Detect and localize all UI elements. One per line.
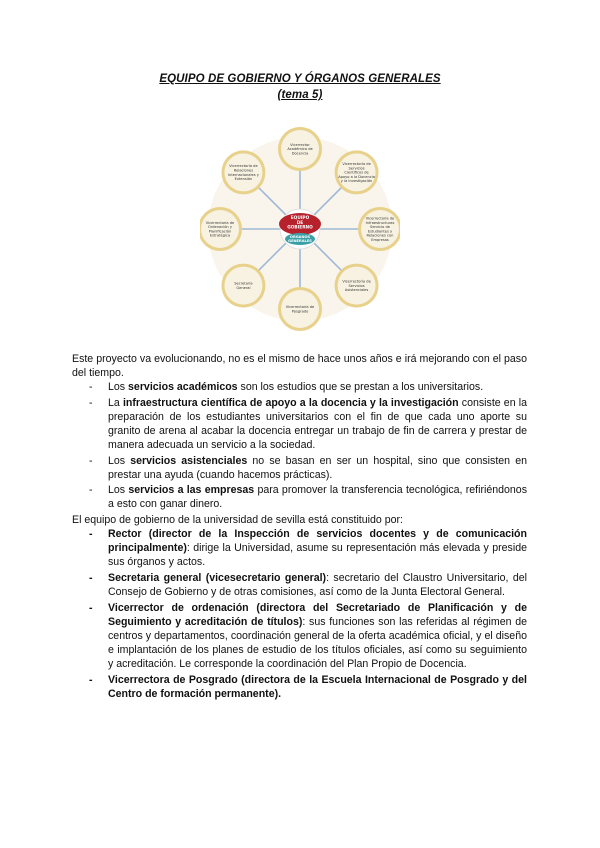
- node-label: Vicerrector: [290, 142, 310, 147]
- diagram-node: [278, 287, 322, 331]
- diagram-node: [200, 207, 242, 251]
- node-label: Vicerrectoría de: [365, 216, 395, 221]
- node-label: Vicerrectoría de: [205, 220, 235, 225]
- intro-paragraph: Este proyecto va evolucionando, no es el mismo de hace unos años e irá mejorando con el paso del tiempo.: [72, 353, 527, 380]
- list-item: - Los servicios a las empresas para promover la transferencia tecnológica, refiriéndonos a esto con ganar dinero.: [89, 484, 527, 511]
- diagram-node: [221, 264, 265, 308]
- diagram-node: [335, 264, 379, 308]
- node-label: Relaciones: [233, 168, 254, 173]
- node-label: Servicios: [348, 166, 365, 171]
- services-list: [72, 380, 527, 511]
- node-label: Ordenación y: [208, 225, 232, 230]
- list-item: - La infraestructura científica de apoyo a la docencia y la investigación consiste en la preparación de los estudiantes universitarios con el fin de que cada uno aporte su granito de arena al acabar la docencia entregar un trabajo de fin de carrera y prestar de manera adecuada un servicio a la sociedad.: [89, 396, 527, 452]
- body-text: [72, 352, 527, 702]
- list-item: - Vicerrectora de Posgrado (directora de la Escuela Internacional de Posgrado y del Centro de formación permanente).: [89, 673, 527, 700]
- page-subtitle: (tema 5): [277, 89, 323, 101]
- node-label: Científicos de: [344, 170, 369, 175]
- org-diagram: [200, 118, 400, 340]
- node-label: Vicerrectoría de: [342, 162, 371, 167]
- list-item: - Los servicios académicos son los estudios que se prestan a los universitarios.: [89, 381, 484, 394]
- node-label: Académico de: [287, 147, 313, 152]
- list-item: - Rector (director de la Inspección de servicios docentes y de comunicación principalmente): dirige la Universidad, asume su representación más elevada y preside sus órganos y actos.: [89, 528, 527, 569]
- government-team-sentence: El equipo de gobierno de la universidad de sevilla está constituido por:: [72, 514, 403, 527]
- node-label: Internacionales y: [228, 172, 259, 177]
- node-label: Empresas: [371, 237, 389, 242]
- diagram-node: [335, 150, 379, 194]
- node-label: Vicerrectoría de: [342, 279, 371, 284]
- node-label: Posgrado: [291, 309, 309, 314]
- diagram-node: [358, 207, 400, 251]
- node-label: Relaciones con: [366, 233, 394, 238]
- center-sublabel: GENERALES: [288, 239, 312, 244]
- page-title: EQUIPO DE GOBIERNO Y ÓRGANOS GENERALES: [159, 73, 441, 85]
- node-label: Servicio de: [370, 225, 390, 230]
- node-label: Servicios: [348, 283, 365, 288]
- node-label: Asistenciales: [344, 288, 369, 293]
- node-label: Extensión: [234, 177, 253, 182]
- node-label: Estratégica: [209, 233, 231, 238]
- list-item: - Vicerrector de ordenación (directora del Secretariado de Planificación y de Seguimiento y acreditación de títulos): sus funciones son las referidas al régimen de centros y departamentos, coordinación general de la oferta académica oficial, y el diseño e implantación de los planes de estudio de los títulos oficiales, así como su seguimiento y acreditación. Le corresponde la coordinación del Plan Propio de Docencia.: [89, 601, 528, 670]
- center-label: DE: [296, 220, 304, 226]
- diagram-node: [278, 127, 322, 171]
- list-item: - Los servicios asistenciales no se basan en ser un hospital, sino que consisten en prestar una ayuda (cuando hacemos prácticas).: [89, 454, 527, 481]
- node-label: Infraestructuras: [365, 220, 395, 225]
- government-team-list: [72, 527, 527, 701]
- node-label: Vicerrectoría de: [285, 305, 315, 310]
- node-label: y la Investigación: [340, 179, 373, 184]
- node-label: Estudiantes y: [367, 229, 393, 234]
- center-sublabel: ÓRGANOS: [289, 235, 311, 239]
- list-item: - Secretaria general (vicesecretario general): secretario del Claustro Universitario, del Consejo de Gobierno y de otras comisiones, así como de la Junta Electoral General.: [89, 571, 527, 598]
- node-label: Apoyo a la Docencia: [338, 174, 375, 179]
- node-label: Secretaría: [234, 281, 253, 286]
- node-label: Docencia: [291, 151, 309, 156]
- node-label: General: [236, 285, 251, 290]
- node-label: Planificación: [208, 229, 232, 234]
- center-label: GOBIERNO: [287, 225, 313, 231]
- diagram-node: [221, 150, 265, 194]
- node-label: Vicerrectoría de: [229, 164, 258, 169]
- center-label: EQUIPO: [290, 216, 310, 221]
